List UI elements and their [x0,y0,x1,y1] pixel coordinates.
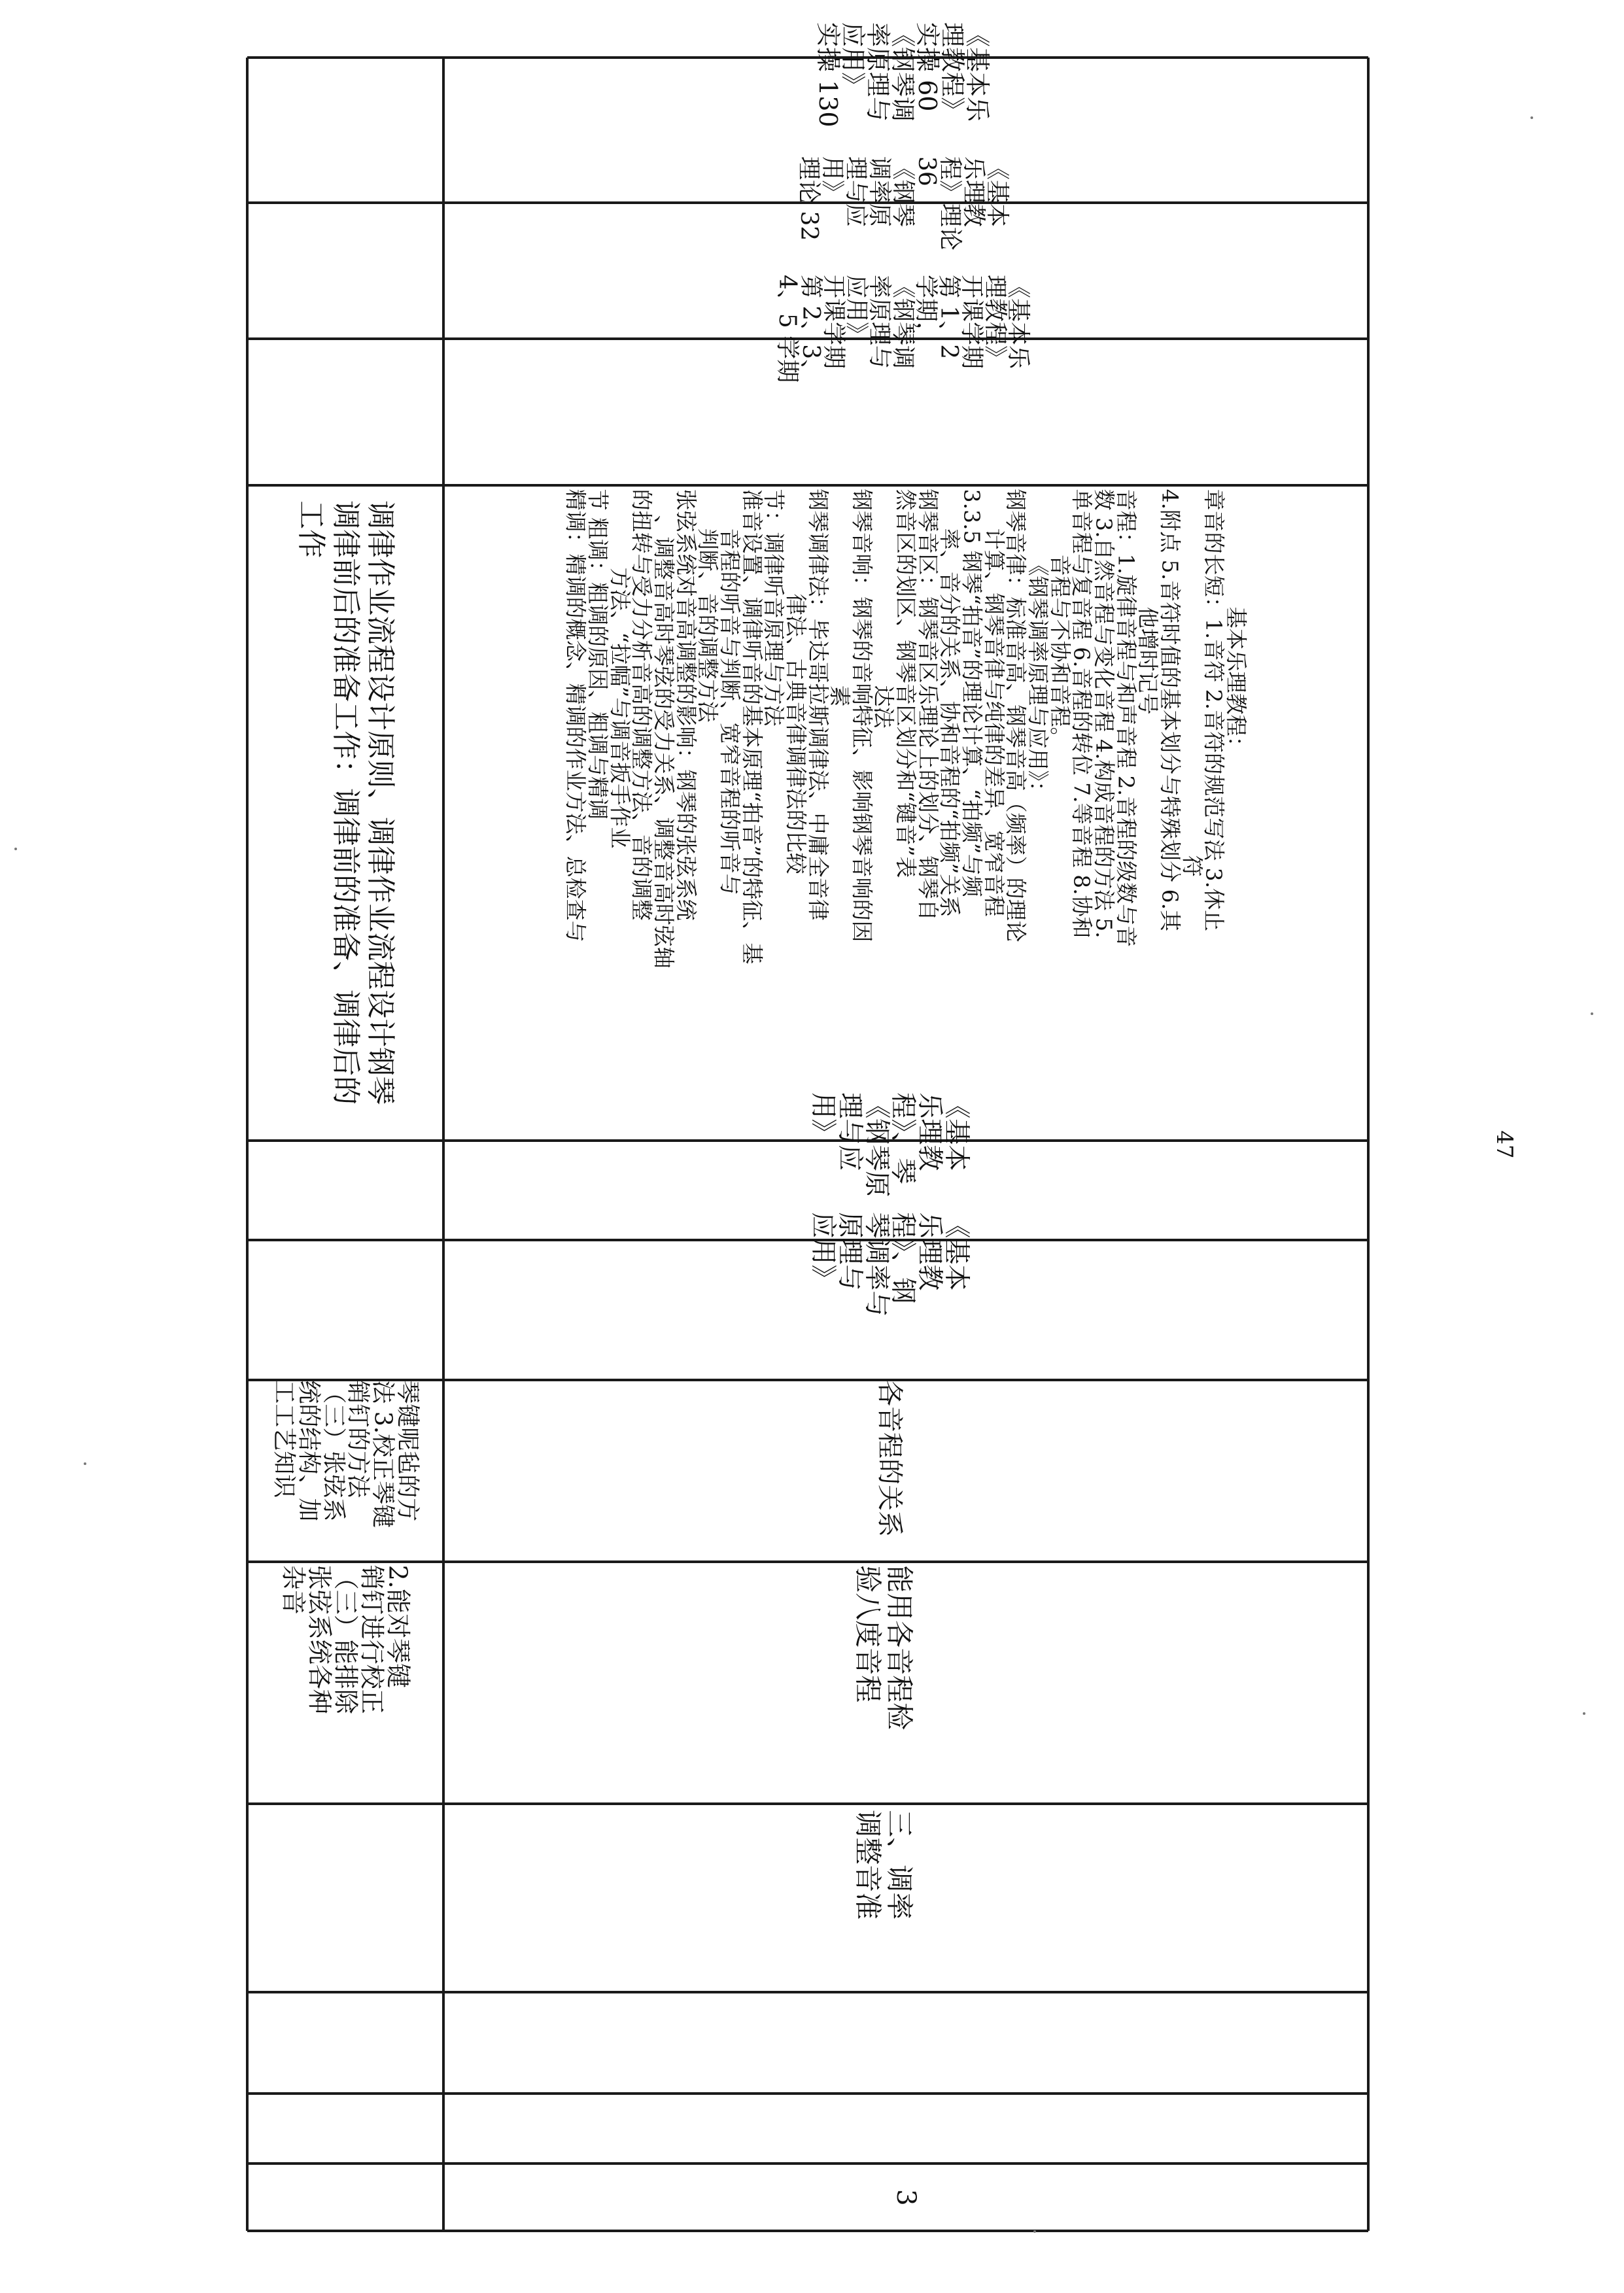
textbook-cell [752,1092,1027,1240]
ability-text: 能用各音程检 验八度音程 [852,1565,916,1731]
content-head-cell [247,494,443,1148]
content-line: 3.3.5 钢琴“拍音”的理论计算、“拍频”与频 [959,489,985,897]
content-line: 钢琴音律：标准音高、钢琴音高（频率）的理论 [1003,489,1029,942]
content-line: 音程与不协和音程。 [1047,555,1073,749]
theory-hours-text: 《基本 乐理教 程》理论 36 《钢琴 调率原 理与应 用》 理论 32 [795,156,1011,251]
content-line: 精调：精调的概念、精调的作业方法、总检查与 [562,489,589,942]
content-cell [443,485,1368,1141]
blank-cell [443,1992,1368,2094]
content-line: 章音的长短：1.音符 2.音符的规范写法 3.休止 [1201,489,1228,932]
content-line: 准音设置、调律听音的基本原理“拍音”的特征、基 [739,489,765,965]
scan-speck [1583,1712,1585,1715]
practice-hours-text: 《基本乐 理教程》 实操 60 《钢琴调 率原理与 应用》 实操 130 [814,22,992,128]
content-line: 《钢琴调率原理与应用》： [1025,555,1051,803]
content-line: 基本乐理教程： [1223,607,1249,758]
content-line: 钢琴音区：钢琴音区乐理论上的划分、钢琴自 [915,489,941,921]
content-line: 率、音分的关系、协和音程的“拍频”关系 [937,528,963,918]
content-line: 他增时记号 [1135,607,1162,715]
content-line: 然音区的划区、钢琴音区划分和“键音”表 [893,489,919,878]
content-line: 、调整音高时琴弦的受力关系、调整音高时弦轴 [651,515,677,969]
scan-speck [14,848,17,850]
ability-head-text: 2.能对琴键 销钉进行校正 （三）能排除 张弦系统各种 杂音 [279,1564,413,1715]
content-line: 数 3.自然音程与变化音程 4.构成音程的方法 5. [1091,489,1117,939]
scan-speck [84,1462,86,1465]
content-line: 律法、古典音律调律法的比较 [783,594,809,874]
blank-cell [443,2094,1368,2164]
content-line: 方法、“拉幅”与调音扳手作业 [607,568,633,849]
content-line: 计算、钢琴音律与纯律的差异、宽窄音程 [981,528,1007,917]
content-line: 张弦系统对音高调整的影响：钢琴的张弦系统 [673,489,699,921]
content-line: 判断、音的调整方法 [695,528,721,723]
knowledge-head-cell [247,1380,443,1562]
content-line: 钢琴音响：钢琴的音响特征、影响钢琴音响的因 [849,489,875,942]
seq-number-cell [443,2164,1368,2231]
textbook-text: 《基本 乐理教 程》、钢 琴调率与 原理与 应用》 [808,1212,972,1317]
module-cell [719,1804,1046,1992]
page-number: 47 [1491,1130,1517,1159]
knowledge-head-text: 琴键呢毡的方 法 3.校正琴键 销钉的方法 （三）张弦系 统的结构、加 工工艺知识 [270,1380,421,1528]
content-line: 节 粗调：粗调的原因、粗调与精调 [585,489,611,820]
semester-text: 《基本乐 理教程》 开课学期 第 1、2 学期， 《钢琴调 率原理与 应用》 开课学期 第 2、3、 4、5 学期 [774,275,1031,383]
content-line: 的扭转与受力分析音高的调整方法、音的调整 [629,489,655,921]
content-line: 符 [1179,855,1205,877]
textbook-text: 《基本 乐理教 程》、琴 《钢琴原 理与应 用》 [808,1092,972,1197]
scan-speck [1033,2230,1036,2233]
content-text [564,489,1247,1137]
content-line: 达法 [871,685,897,729]
content-line: 音程的听音与判断、宽窄音程的听音与 [717,528,743,895]
content-line: 钢琴调律法：毕达哥拉斯调律法、中庸全音律 [805,489,831,921]
knowledge-text: 各音程的关系 [874,1380,905,1537]
practice-hours-cell [719,22,1086,203]
scan-speck [1530,116,1533,119]
content-line: 音程：1.旋律音程与和声音程 2.音程的级数与音 [1113,489,1139,948]
content-line: 节：调律听音原理与方法 [761,489,787,727]
module-title: 三、调率 调整音准 [852,1810,916,1920]
content-line: 素 [827,685,853,707]
scan-speck [1591,1012,1593,1015]
content-line: 单音程与复音程 6.音程的转位 7.等音程 8.协和 [1069,489,1096,939]
content-head-text: 调律作业流程设计原则、调律作业流程设计钢琴 调律前后的准备工作：调律前的准备、调律后的 工作 [294,500,398,1105]
seq-number: 3 [891,2188,921,2206]
ability-head-cell [247,1562,443,1804]
content-line: 4.附点 5.音符时值的基本划分与特殊划分 6.其 [1157,489,1183,932]
ability-cell [719,1562,1046,1804]
